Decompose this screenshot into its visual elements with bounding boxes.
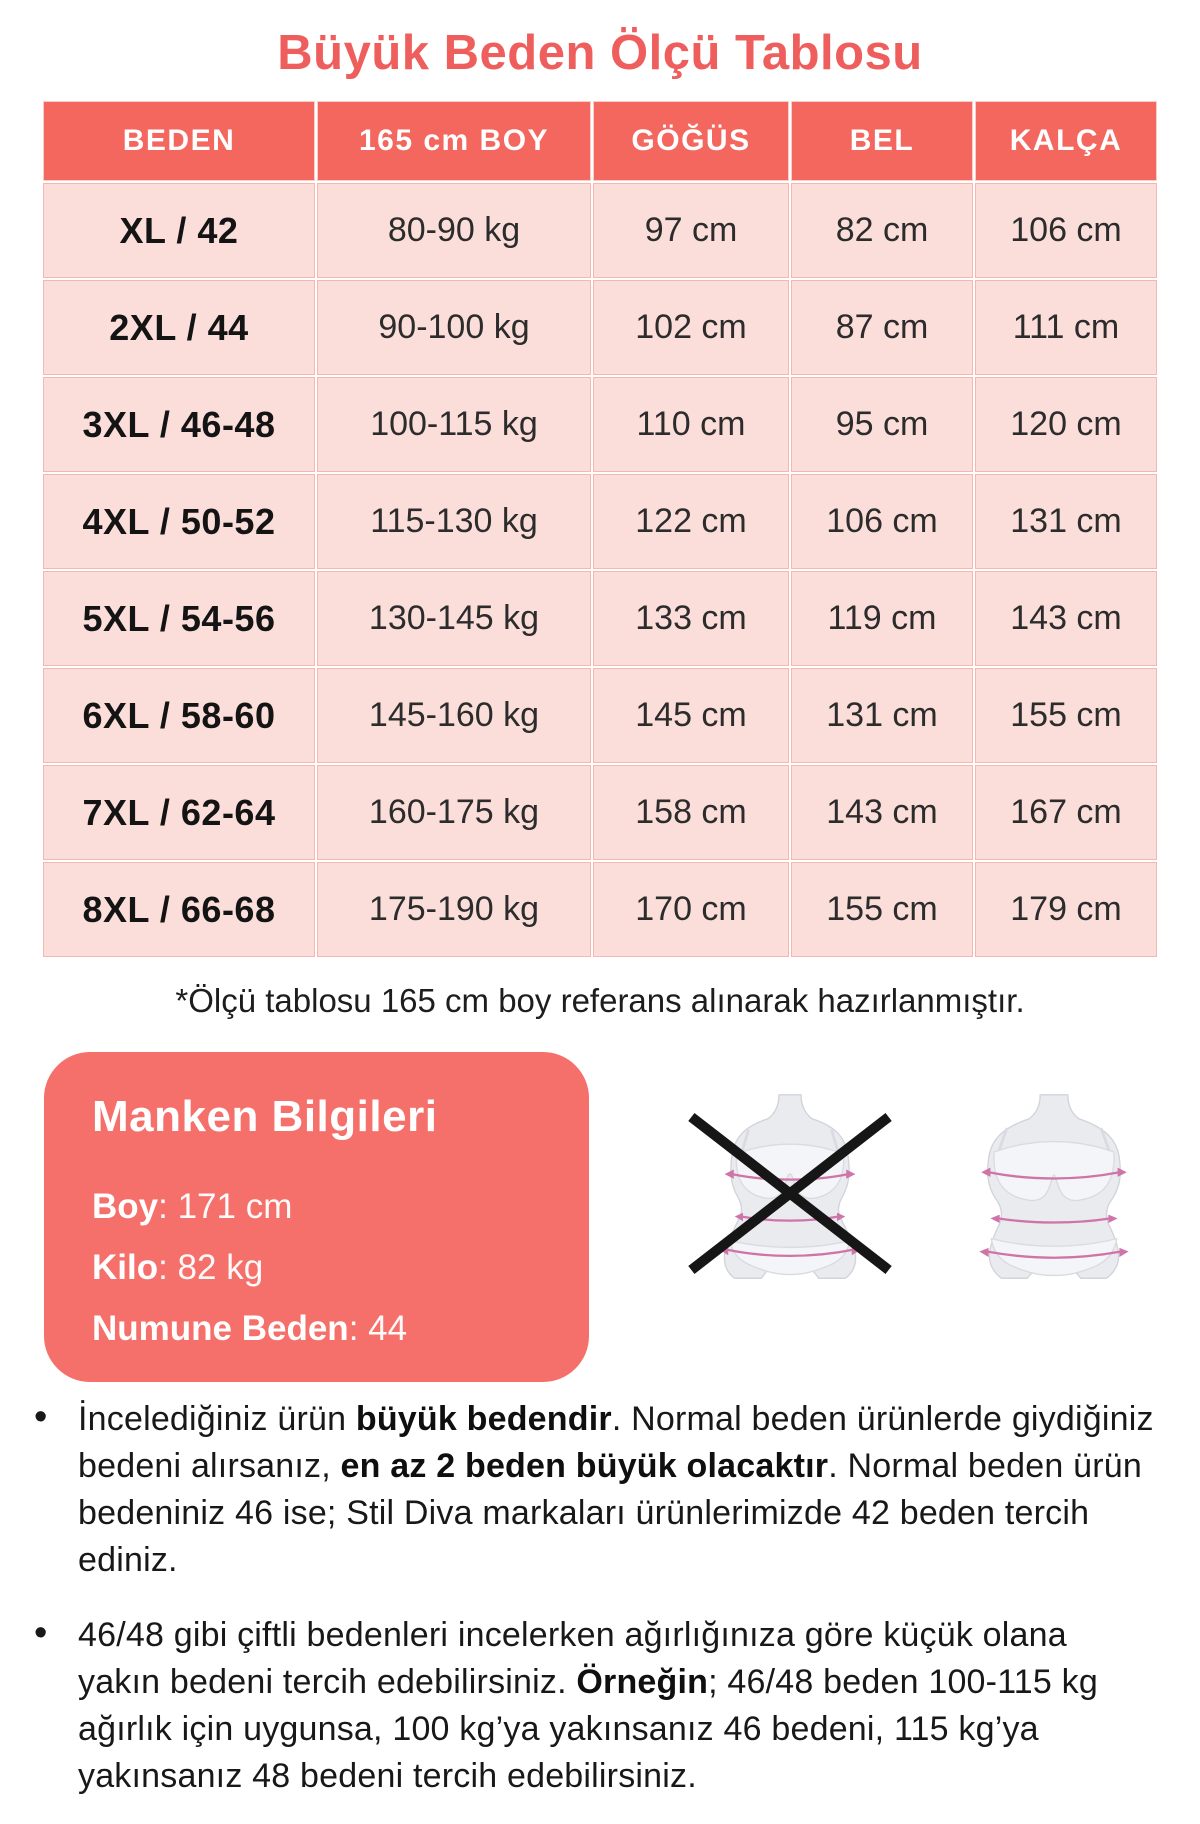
model-info-line [92,1298,563,1359]
size-table-row [44,572,1156,665]
note-emphasis-text: büyük bedendir [355,1400,612,1438]
measurement-cell: 122 cm [594,475,788,568]
measurement-cell: 167 cm [976,766,1156,859]
size-label-cell: 4XL / 50-52 [44,475,314,568]
measurement-cell: 90-100 kg [318,281,590,374]
note-emphasis-text: Örneğin [576,1663,709,1701]
crossed-out-slim-figure-icon [684,1072,896,1302]
model-info-label: Numune Beden [92,1309,349,1348]
measurement-cell: 179 cm [976,863,1156,956]
note-text: İncelediğiniz ürün [78,1400,356,1438]
size-label-cell: 8XL / 66-68 [44,863,314,956]
column-header: KALÇA [976,102,1156,180]
size-label-cell: 5XL / 54-56 [44,572,314,665]
model-info-card [44,1052,589,1382]
model-info-heading: Manken Bilgileri [92,1092,438,1141]
measurement-cell: 145 cm [594,669,788,762]
measurement-cell: 158 cm [594,766,788,859]
measurement-cell: 130-145 kg [318,572,590,665]
measurement-cell: 160-175 kg [318,766,590,859]
measurement-cell: 175-190 kg [318,863,590,956]
measurement-cell: 82 cm [792,184,972,277]
column-header: GÖĞÜS [594,102,788,180]
size-table-row [44,281,1156,374]
measurement-cell: 100-115 kg [318,378,590,471]
column-header: BEDEN [44,102,314,180]
measurement-cell: 143 cm [792,766,972,859]
column-header: 165 cm BOY [318,102,590,180]
size-table-row [44,378,1156,471]
measurement-cell: 80-90 kg [318,184,590,277]
note-text: . Normal beden ürün bedeniniz 46 ise; Stil Diva markaları ürünlerimizde 42 beden tercih ediniz. [78,1447,1142,1579]
size-table [40,98,1160,960]
measurement-cell: 87 cm [792,281,972,374]
model-info-value: : 82 kg [158,1248,264,1287]
measurement-cell: 119 cm [792,572,972,665]
size-table-header-row [44,102,1156,180]
size-label-cell: XL / 42 [44,184,314,277]
model-info-section [0,1024,1200,1396]
size-label-cell: 7XL / 62-64 [44,766,314,859]
notes-list [0,1396,1200,1800]
measurement-cell: 115-130 kg [318,475,590,568]
size-label-cell: 6XL / 58-60 [44,669,314,762]
size-table-row [44,766,1156,859]
measurement-cell: 155 cm [792,863,972,956]
model-info-line [92,1176,563,1237]
model-info-value: : 171 cm [158,1187,293,1226]
measurement-cell: 110 cm [594,378,788,471]
measurement-cell: 143 cm [976,572,1156,665]
measurement-cell: 155 cm [976,669,1156,762]
size-table-body [44,184,1156,956]
model-info-value: : 44 [348,1309,408,1348]
model-info-lines [92,1176,563,1359]
note-text: ; 46/48 beden 100-115 kg ağırlık için uygunsa, 100 kg’ya yakınsanız 46 bedeni, 115 kg’ya yakınsanız 48 bedeni tercih edebilirsiniz. [78,1663,1098,1795]
note-text: . Normal beden ürünlerde giydiğiniz bedeni alırsanız, [78,1400,1154,1485]
table-footnote: *Ölçü tablosu 165 cm boy referans alınarak hazırlanmıştır. [175,982,1025,1019]
measurement-cell: 120 cm [976,378,1156,471]
size-label-cell: 3XL / 46-48 [44,378,314,471]
model-info-label: Boy [92,1187,159,1226]
measurement-cell: 102 cm [594,281,788,374]
note-item [78,1396,1158,1584]
measurement-cell: 106 cm [792,475,972,568]
size-label-cell: 2XL / 44 [44,281,314,374]
measurement-cell: 106 cm [976,184,1156,277]
measurement-cell: 111 cm [976,281,1156,374]
model-info-line [92,1237,563,1298]
measurement-cell: 133 cm [594,572,788,665]
size-table-row [44,475,1156,568]
measurement-cell: 95 cm [792,378,972,471]
size-chart-infographic [0,24,1200,1800]
note-text: 46/48 gibi çiftli bedenleri incelerken ağırlığınıza göre küçük olana yakın bedeni tercih edebilirsiniz. [78,1616,1067,1701]
size-table-row [44,669,1156,762]
size-table-row [44,184,1156,277]
column-header: BEL [792,102,972,180]
measurement-cell: 145-160 kg [318,669,590,762]
page-title: Büyük Beden Ölçü Tablosu [277,26,923,80]
size-table-row [44,863,1156,956]
note-item [78,1612,1158,1800]
body-figures [684,1072,1160,1302]
measurement-cell: 131 cm [792,669,972,762]
measurement-cell: 131 cm [976,475,1156,568]
model-info-label: Kilo [92,1248,159,1287]
measurement-cell: 97 cm [594,184,788,277]
measurement-cell: 170 cm [594,863,788,956]
note-emphasis-text: en az 2 beden büyük olacaktır [340,1447,829,1485]
plus-size-figure-icon [948,1072,1160,1302]
